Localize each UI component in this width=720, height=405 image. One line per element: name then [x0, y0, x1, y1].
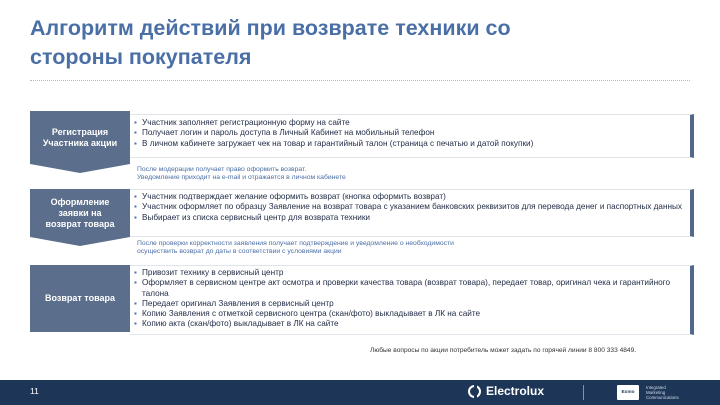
list-item: ▪ Участник подтверждает желание оформить возврат (кнопка оформить возврат) — [134, 192, 690, 202]
tagline-line: Integrated — [646, 385, 666, 390]
step-details-registration — [130, 114, 694, 158]
step-details-return-request — [130, 189, 694, 237]
transition-note-line: После проверки корректности заявления получает подтверждение и уведомление о необходимости — [137, 240, 454, 247]
hotline-footnote: Любые вопросы по акции потребитель может задать по горячей линии 8 800 333 4849. — [370, 347, 637, 354]
step-label-line: Участника акции — [42, 137, 118, 148]
partner-logo: Exmo — [617, 385, 639, 400]
list-item: ▪ Выбирает из списка сервисный центр для возврата техники — [134, 213, 690, 223]
page-title-line-1: Алгоритм действий при возврате техники со — [30, 16, 511, 40]
bullet-list — [130, 115, 690, 149]
transition-note-line: осуществить возврат до даты в соответствии с условиями акции — [137, 248, 342, 256]
list-item: ▪ В личном кабинете загружает чек на товар и гарантийный талон (страница с печатью и датой покупки) — [134, 139, 690, 149]
page-title — [30, 14, 630, 72]
page-title-line-2: стороны покупателя — [30, 45, 252, 69]
step-label-line: Оформление — [50, 196, 110, 207]
footer-divider — [583, 385, 584, 400]
step-label-line: возврат товара — [45, 218, 115, 229]
list-item: ▪ Привозит технику в сервисный центр — [134, 268, 690, 278]
tagline-line: Marketing — [646, 390, 666, 396]
partner-tagline — [646, 385, 712, 401]
list-item: ▪ Копию акта (скан/фото) выкладывает в ЛК на сайте — [134, 319, 690, 329]
step-label-return-request — [30, 189, 130, 237]
step-details-product-return — [130, 265, 694, 335]
step-label-line: заявки на — [58, 207, 102, 218]
list-item: ▪ Копию Заявления с отметкой сервисного центра (скан/фото) выкладывает в ЛК на сайте — [134, 309, 690, 319]
bullet-list — [130, 190, 690, 223]
step-label-line: Возврат товара — [44, 293, 115, 303]
electrolux-logo-icon — [468, 385, 481, 398]
list-item: ▪ Участник заполняет регистрационную форму на сайте — [134, 118, 690, 128]
list-item: ▪ Получает логин и пароль доступа в Личный Кабинет на мобильный телефон — [134, 128, 690, 138]
step-label-registration — [30, 111, 130, 164]
title-divider — [30, 80, 690, 81]
bullet-list — [130, 266, 690, 330]
page-number: 11 — [30, 386, 39, 396]
transition-note — [137, 240, 557, 257]
footer-bar — [0, 380, 720, 405]
transition-note-line: После модерации получает право оформить возврат. — [137, 166, 307, 173]
step-label-line: Регистрация — [51, 126, 109, 137]
step-label-product-return — [30, 265, 130, 332]
list-item: ▪ Участник оформляет по образцу Заявление на возврат товара с указанием банковских реквизитов для перевода денег и паспортных данных — [134, 202, 690, 212]
transition-note — [137, 166, 557, 183]
list-item: ▪ Оформляет в сервисном центре акт осмотра и проверки качества товара (возврат товара), передает товар, оригинал чека и гарантийного талона — [134, 278, 690, 299]
brand-logo — [468, 384, 544, 398]
list-item: ▪ Передает оригинал Заявления в сервисный центр — [134, 299, 690, 309]
transition-note-line: Уведомление приходит на e-mail и отражается в личном кабинете — [137, 174, 346, 182]
step-arrow-down — [30, 237, 130, 246]
brand-name: Electrolux — [486, 384, 545, 398]
tagline-line: Communications — [646, 395, 679, 401]
step-arrow-down — [30, 164, 130, 173]
